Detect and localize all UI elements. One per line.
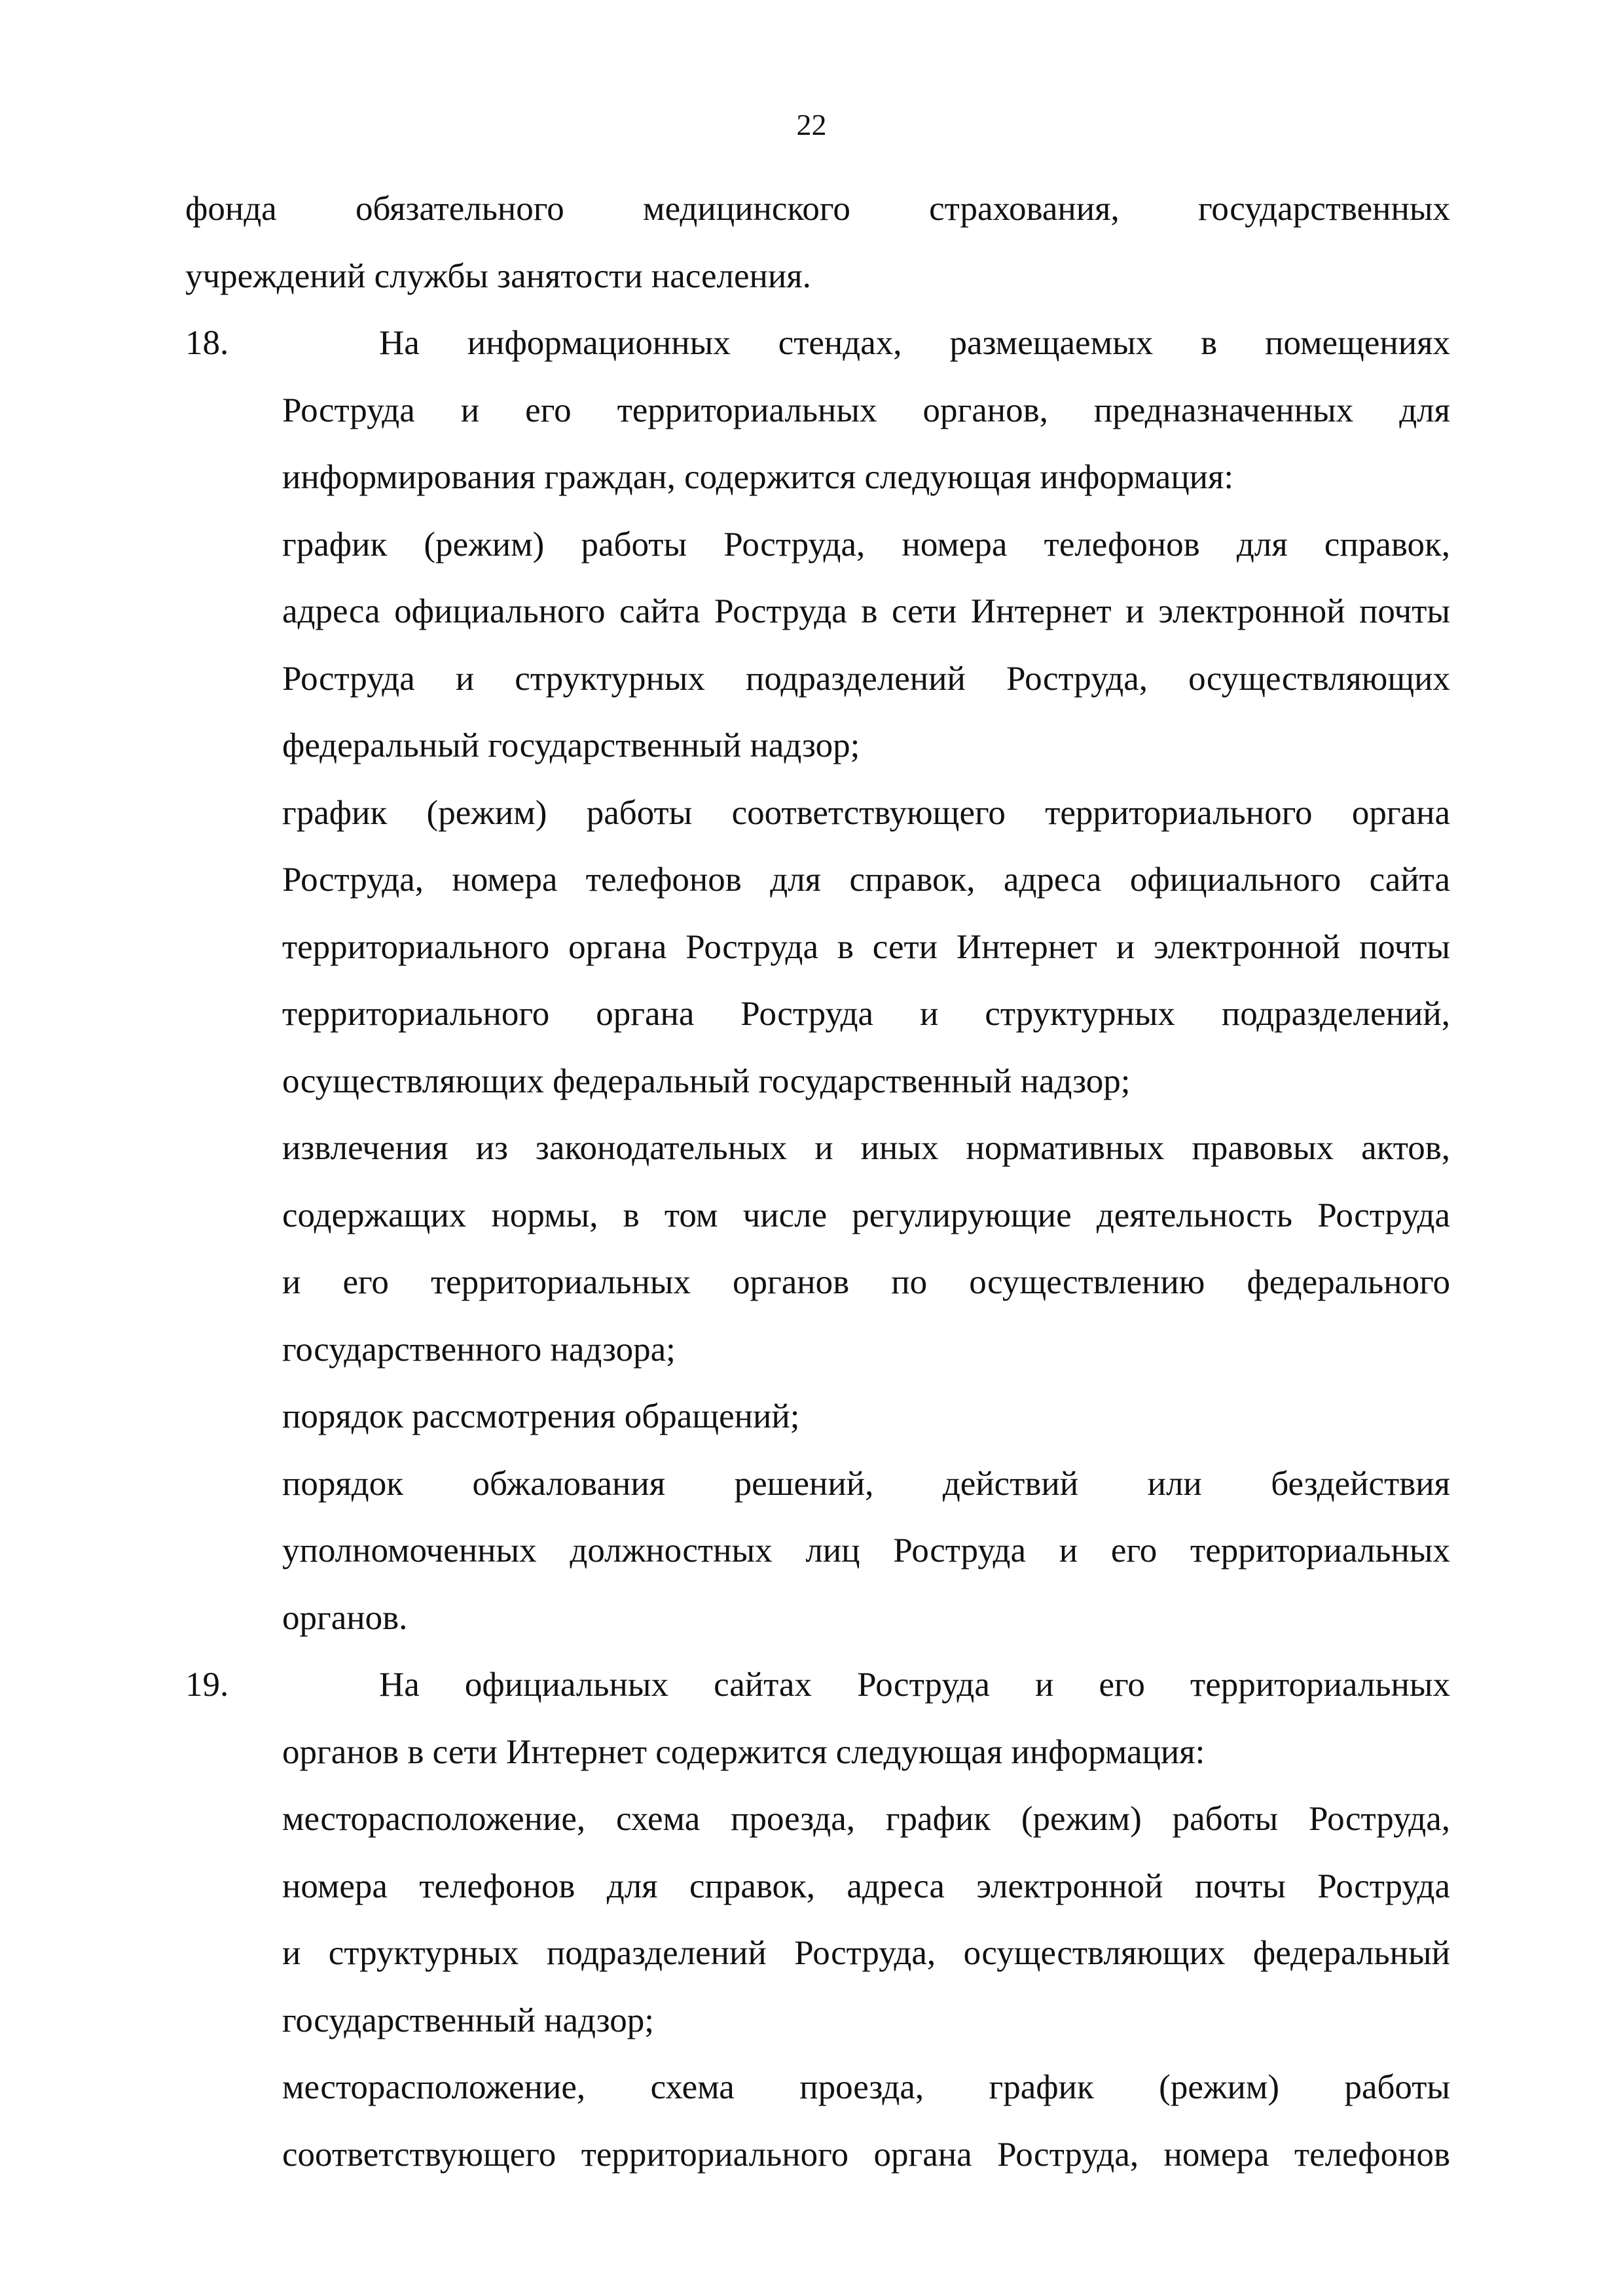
text-line — [185, 310, 1450, 377]
paragraph-schedule-rostrud — [185, 511, 1450, 780]
text-line: соответствующего территориального органа Роструда, номера телефонов — [282, 2135, 1450, 2174]
text-line: порядок обжалования решений, действий или бездействия — [282, 1464, 1450, 1503]
paragraph-complaint-order — [185, 1450, 1450, 1652]
text-line: график (режим) работы соответствующего территориального органа — [282, 793, 1450, 832]
item-number: 19. — [185, 1666, 229, 1704]
text-line: порядок рассмотрения обращений; — [282, 1397, 800, 1435]
text-line: адреса официального сайта Роструда в сети Интернет и электронной почты — [282, 592, 1450, 630]
text-line: органов в сети Интернет содержится следующая информация: — [282, 1732, 1205, 1771]
page-number: 22 — [796, 108, 827, 141]
text-line: номера телефонов для справок, адреса электронной почты Роструда — [282, 1867, 1450, 1905]
text-line: месторасположение, схема проезда, график (режим) работы Роструда, — [282, 1800, 1450, 1838]
paragraph-appeals-order — [185, 1383, 1450, 1450]
text-line: содержащих нормы, в том числе регулирующие деятельность Роструда — [282, 1196, 1450, 1234]
body-text — [185, 175, 1450, 2188]
item-text: На официальных сайтах Роструда и его территориальных — [379, 1666, 1450, 1704]
text-line: государственный надзор; — [282, 2001, 654, 2039]
text-line: территориального органа Роструда в сети Интернет и электронной почты — [282, 927, 1450, 966]
text-line: федеральный государственный надзор; — [282, 726, 860, 764]
paragraph-continuation — [185, 175, 1450, 310]
text-line: Роструда, номера телефонов для справок, адреса официального сайта — [282, 861, 1450, 899]
paragraph-location-territorial — [185, 2054, 1450, 2188]
text-line: органов. — [282, 1598, 408, 1637]
text-line: территориального органа Роструда и структурных подразделений, — [282, 995, 1450, 1033]
paragraph-item-19 — [185, 1651, 1450, 1785]
text-line: фонда обязательного медицинского страхования, государственных — [185, 190, 1450, 228]
paragraph-schedule-territorial — [185, 780, 1450, 1115]
text-line — [185, 1651, 1450, 1719]
text-line: государственного надзора; — [282, 1330, 676, 1369]
text-line: извлечения из законодательных и иных нормативных правовых актов, — [282, 1129, 1450, 1167]
item-text: На информационных стендах, размещаемых в помещениях — [379, 324, 1450, 362]
text-line: информирования граждан, содержится следующая информация: — [282, 458, 1234, 496]
text-line: учреждений службы занятости населения. — [185, 257, 811, 295]
text-line: и структурных подразделений Роструда, осуществляющих федеральный — [282, 1934, 1450, 1972]
item-number: 18. — [185, 324, 229, 362]
text-line: Роструда и структурных подразделений Роструда, осуществляющих — [282, 659, 1450, 698]
paragraph-item-18 — [185, 310, 1450, 511]
paragraph-extracts — [185, 1115, 1450, 1383]
text-line: осуществляющих федеральный государственный надзор; — [282, 1062, 1131, 1100]
text-line: график (режим) работы Роструда, номера телефонов для справок, — [282, 525, 1450, 564]
text-line: месторасположение, схема проезда, график (режим) работы — [282, 2068, 1450, 2106]
text-line: и его территориальных органов по осуществлению федерального — [282, 1263, 1450, 1301]
text-line: Роструда и его территориальных органов, предназначенных для — [282, 391, 1450, 429]
text-line: уполномоченных должностных лиц Роструда и его территориальных — [282, 1532, 1450, 1570]
paragraph-location-rostrud — [185, 1785, 1450, 2054]
